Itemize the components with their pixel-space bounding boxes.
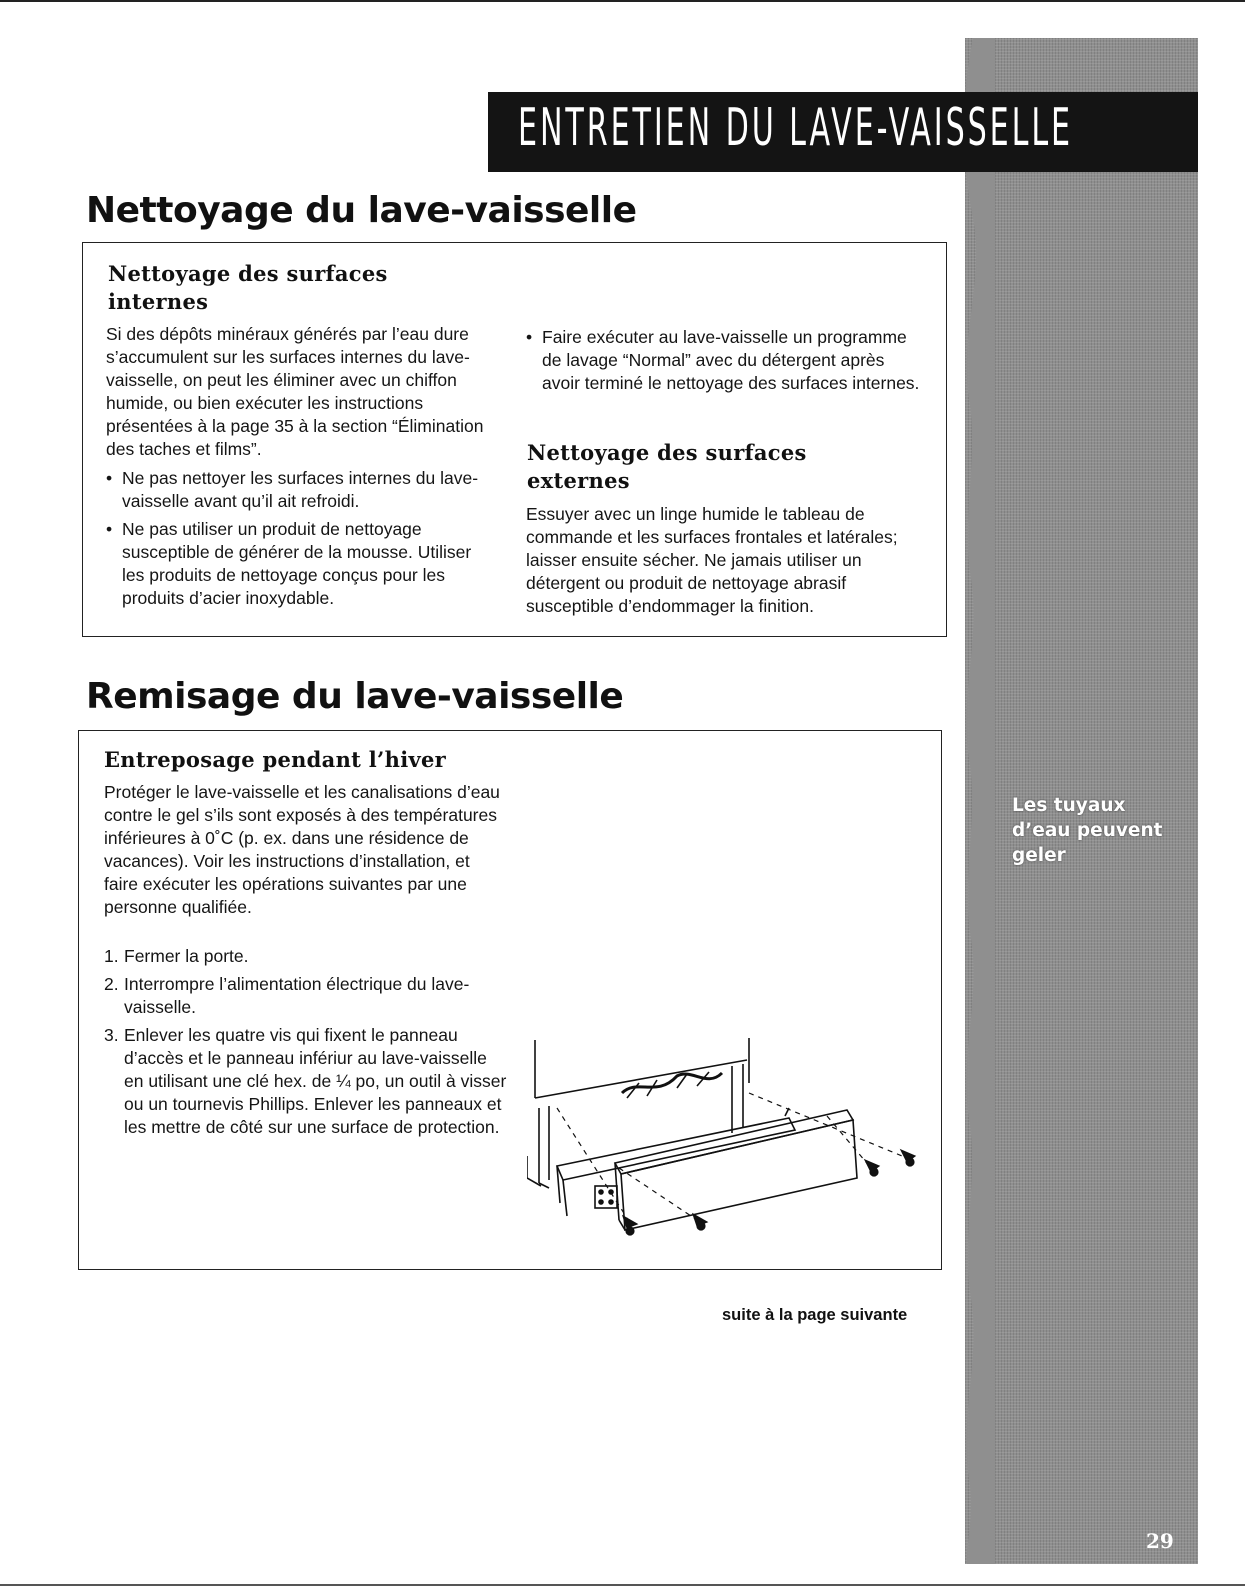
side-band-wave-edge [955,38,995,1564]
top-rule [0,0,1245,2]
internal-bullet-list [106,467,486,615]
list-item [104,945,509,968]
page-number: 29 [1146,1529,1174,1553]
step-number: 3. [104,1025,119,1045]
internal-heading-line2: internes [108,289,209,314]
storage-title: Remisage du lave-vaisselle [86,676,624,717]
panel-removal-illustration [527,1038,937,1253]
internal-paragraph: Si des dépôts minéraux générés par l’eau dure s’accumulent sur les surfaces internes du lave-vaisselle, on peut les éliminer avec un chiffon humide, ou bien exécuter les instructions présentées à la page 35 à la section “Élimination des taches et films”. [106,324,484,459]
winter-paragraph: Protéger le lave-vaisselle et les canalisations d’eau contre le gel s’ils sont exposés à des températures inférieures à 0˚C (p. ex. dans une résidence de vacances). Voir les instructions d’installation, et faire exécuter les opérations suivantes par une personne qualifiée. [104,782,500,917]
list-item: • Ne pas utiliser un produit de nettoyage susceptible de générer de la mousse. Utiliser les produits de nettoyage conçus pour les produits d’acier inoxydable. [106,518,486,610]
list-item [104,1024,509,1139]
list-item: • Ne pas nettoyer les surfaces internes du lave-vaisselle avant qu’il ait refroidi. [106,467,486,513]
external-heading-line1: Nettoyage des surfaces [527,440,807,465]
section-header-bar [488,92,1198,172]
side-note-line: geler [1012,845,1066,866]
side-note [1012,793,1190,868]
cleaning-title: Nettoyage du lave-vaisselle [86,190,637,231]
winter-heading: Entreposage pendant l’hiver [104,747,447,772]
winter-steps [104,945,509,1144]
continued-note: suite à la page suivante [722,1306,908,1324]
step-text: Enlever les quatre vis qui fixent le panneau d’accès et le panneau infériur au lave-vaisselle en utilisant une clé hex. de ¼ po, un outil à visser ou un tournevis Phillips. Enlever les panneaux et les mettre de côté sur une surface de protection. [124,1025,507,1137]
step-number: 1. [104,946,119,966]
side-note-line: d’eau peuvent [1012,820,1163,841]
list-item [104,973,509,1019]
side-note-line: Les tuyaux [1012,795,1126,816]
list-item: • Faire exécuter au lave-vaisselle un programme de lavage “Normal” avec du détergent après avoir terminé le nettoyage des surfaces internes. [526,326,926,395]
internal-heading-line1: Nettoyage des surfaces [108,261,388,286]
step-number: 2. [104,974,119,994]
step-text: Interrompre l’alimentation électrique du lave-vaisselle. [124,974,470,1017]
right-bullet-list [526,326,926,400]
external-heading-line2: externes [527,468,630,493]
bottom-rule [0,1584,1245,1586]
step-text: Fermer la porte. [124,946,249,966]
external-paragraph: Essuyer avec un linge humide le tableau de commande et les surfaces frontales et latérales; laisser ensuite sécher. Ne jamais utiliser un détergent ou produit de nettoyage abrasif susceptible d’endommager la finition. [526,504,898,616]
section-header-title: ENTRETIEN DU LAVE-VAISSELLE [518,98,1074,158]
